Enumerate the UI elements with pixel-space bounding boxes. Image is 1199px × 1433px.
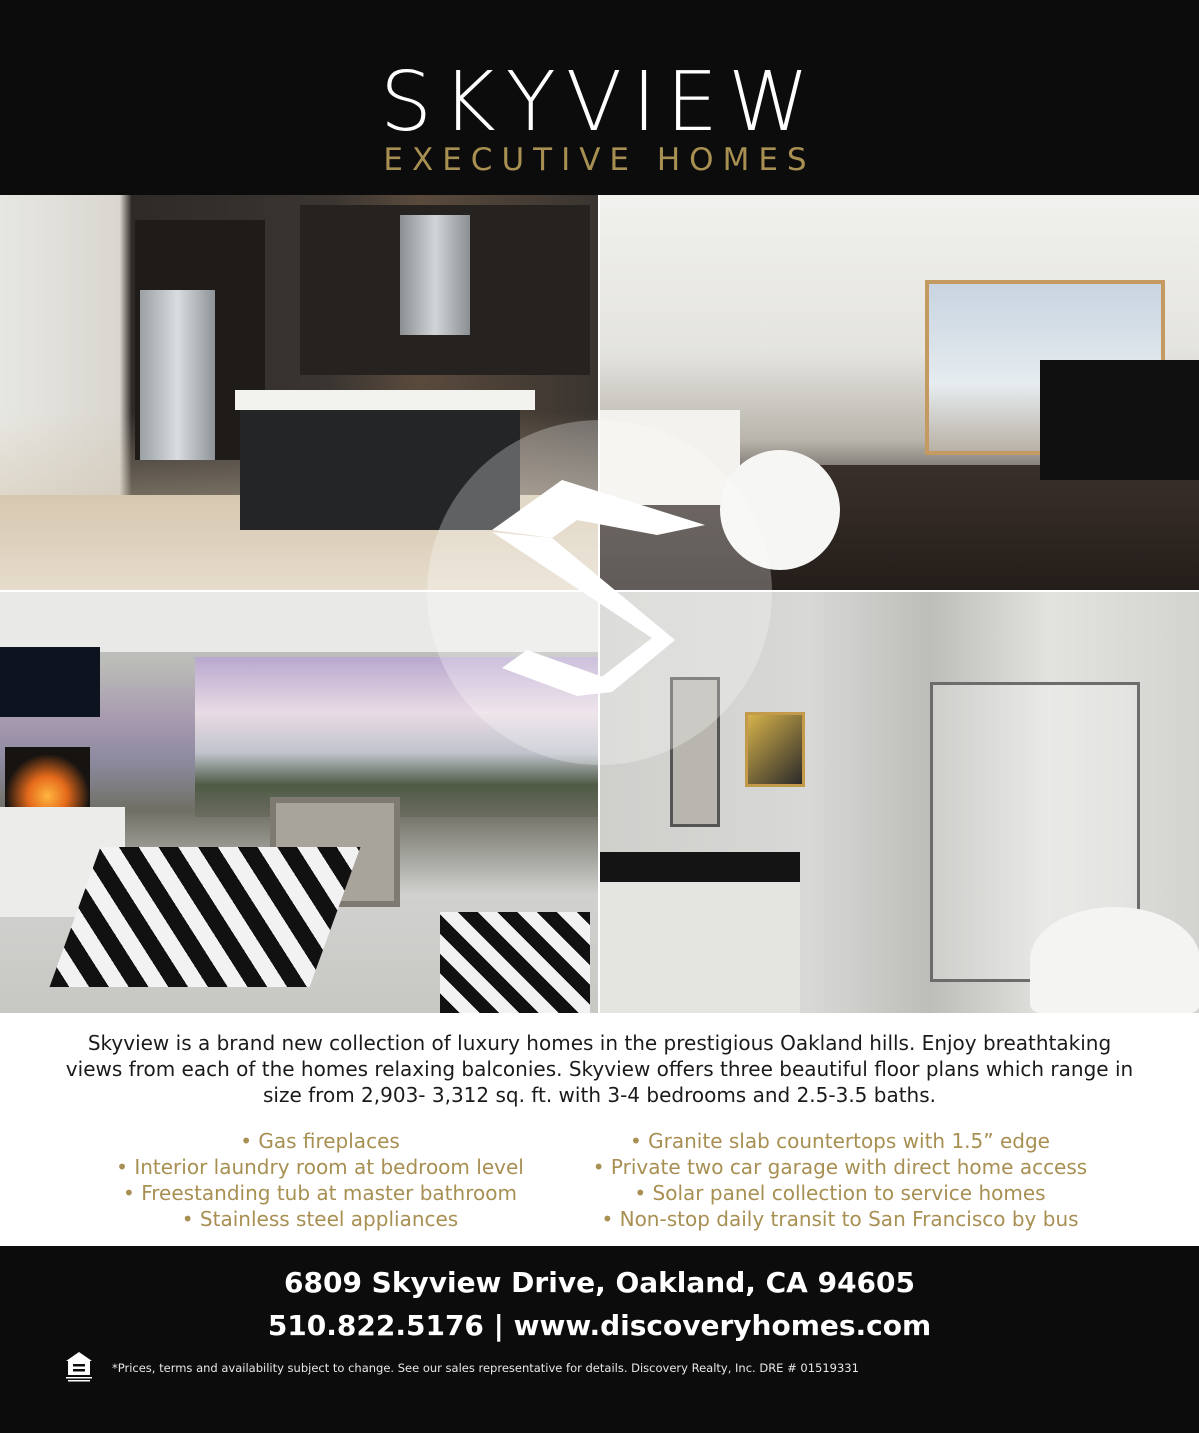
- feature-item: • Interior laundry room at bedroom level: [116, 1155, 524, 1179]
- feature-item: • Solar panel collection to service homes: [634, 1181, 1046, 1205]
- brand-subtitle: EXECUTIVE HOMES: [383, 142, 816, 178]
- feature-item: • Private two car garage with direct home access: [592, 1155, 1088, 1179]
- brand-title: SKYVIEW: [379, 55, 820, 150]
- header-bar: [0, 0, 1199, 195]
- equal-housing-opportunity-icon: [64, 1350, 94, 1382]
- description-text: Skyview is a brand new collection of luxury homes in the prestigious Oakland hills. Enjoy breathtaking views from each of the homes relaxing balconies. Skyview offers three beautiful floor plans which range in size from 2,903- 3,312 sq. ft. with 3-4 bedrooms and 2.5-3.5 baths.: [65, 1031, 1134, 1107]
- contact-text[interactable]: 510.822.5176 | www.discoveryhomes.com: [267, 1309, 932, 1342]
- feature-item: • Granite slab countertops with 1.5” edge: [630, 1129, 1050, 1153]
- feature-item: • Stainless steel appliances: [181, 1207, 459, 1231]
- disclaimer-text: *Prices, terms and availability subject to change. See our sales representative for details. Discovery Realty, Inc. DRE # 01519331: [112, 1361, 859, 1375]
- features-list-right: [575, 1128, 1105, 1232]
- feature-item: • Non-stop daily transit to San Francisco by bus: [601, 1207, 1079, 1231]
- feature-item: • Freestanding tub at master bathroom: [123, 1181, 517, 1205]
- skyview-s-logo-icon: [427, 420, 772, 765]
- feature-item: • Gas fireplaces: [240, 1129, 400, 1153]
- features-list-left: [100, 1128, 540, 1232]
- address-text: 6809 Skyview Drive, Oakland, CA 94605: [284, 1266, 915, 1299]
